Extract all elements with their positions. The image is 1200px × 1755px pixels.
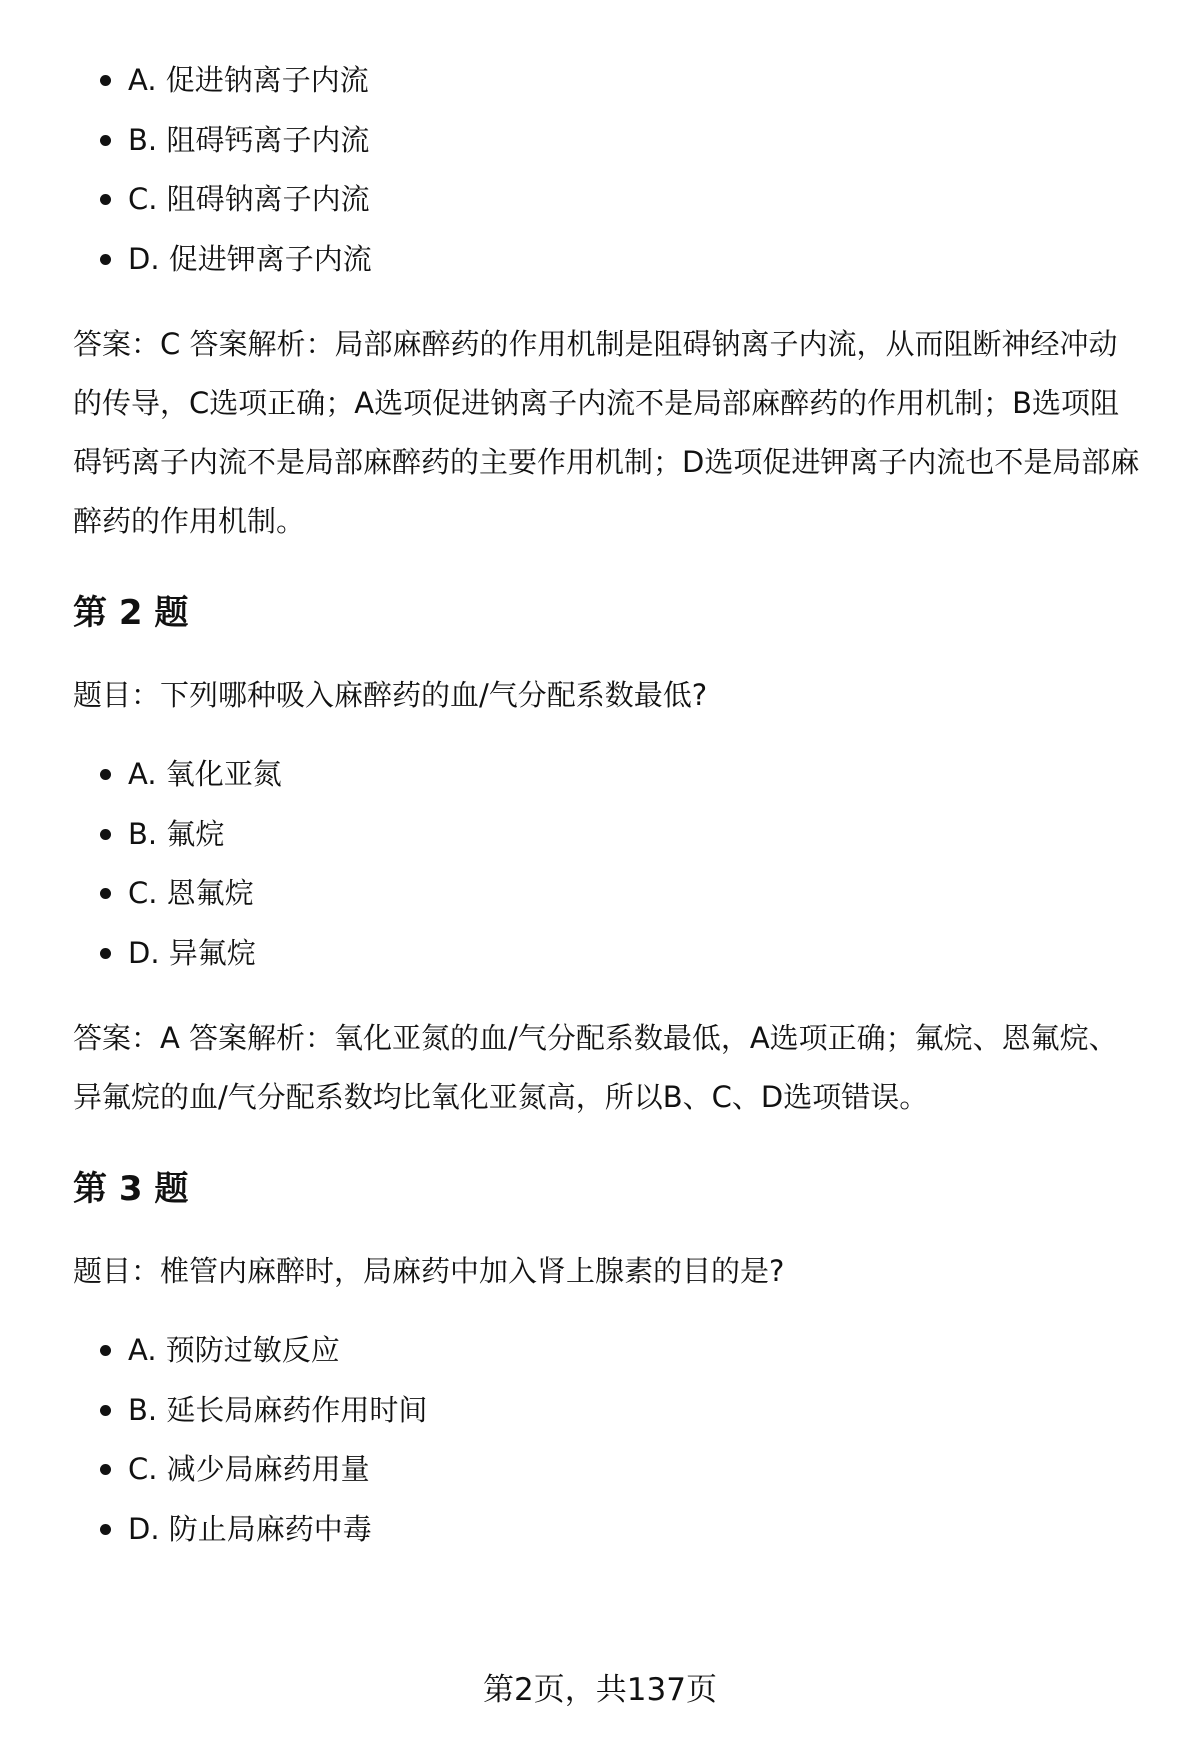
q3-option-d xyxy=(73,1511,1143,1574)
option-text: B. 阻碍钙离子内流 xyxy=(128,122,370,157)
q1-option-b xyxy=(73,122,1143,185)
q1-option-d xyxy=(73,241,1143,304)
option-text: C. 恩氟烷 xyxy=(128,876,254,910)
q3-options-list xyxy=(73,1335,1143,1573)
q3-option-c xyxy=(73,1454,1143,1514)
option-text: D. 防止局麻药中毒 xyxy=(128,1511,372,1546)
bullet-icon xyxy=(100,1464,111,1475)
option-text: A. 预防过敏反应 xyxy=(128,1333,340,1367)
q1-option-c xyxy=(73,184,1143,244)
q3-heading: 第 3 题 xyxy=(73,1169,189,1209)
bullet-icon xyxy=(100,1524,111,1535)
q2-question: 题目：下列哪种吸入麻醉药的血/气分配系数最低? xyxy=(73,678,708,712)
option-text: C. 阻碍钠离子内流 xyxy=(128,182,370,216)
bullet-icon xyxy=(100,1405,111,1416)
bullet-icon xyxy=(100,194,111,205)
option-text: B. 氟烷 xyxy=(128,816,225,851)
option-text: B. 延长局麻药作用时间 xyxy=(128,1392,428,1427)
q2-option-d xyxy=(73,935,1143,998)
q2-option-b xyxy=(73,816,1143,879)
q3-question: 题目：椎管内麻醉时，局麻药中加入肾上腺素的目的是? xyxy=(73,1254,785,1288)
q1-answer-explanation: 答案：C 答案解析：局部麻醉药的作用机制是阻碍钠离子内流，从而阻断神经冲动的传导，C选项正确；A选项促进钠离子内流不是局部麻醉药的作用机制；B选项阻碍钙离子内流不是局部麻醉药的主要作用机制；D选项促进钾离子内流也不是局部麻醉药的作用机制。 xyxy=(73,327,1140,538)
q3-option-b xyxy=(73,1392,1143,1455)
bullet-icon xyxy=(100,254,111,265)
q1-option-a xyxy=(73,65,1143,125)
q2-option-a xyxy=(73,759,1143,819)
bullet-icon xyxy=(100,829,111,840)
option-text: A. 促进钠离子内流 xyxy=(128,63,369,97)
bullet-icon xyxy=(100,769,111,780)
bullet-icon xyxy=(100,1345,111,1356)
page-number-footer: 第2页，共137页 xyxy=(483,1672,717,1708)
option-text: D. 异氟烷 xyxy=(128,935,256,970)
option-text: D. 促进钾离子内流 xyxy=(128,241,372,276)
bullet-icon xyxy=(100,135,111,146)
q1-options-list xyxy=(73,65,1143,303)
bullet-icon xyxy=(100,888,111,899)
option-text: A. 氧化亚氮 xyxy=(128,757,282,791)
q2-heading: 第 2 题 xyxy=(73,593,189,633)
bullet-icon xyxy=(100,948,111,959)
page-content xyxy=(73,62,1143,1573)
q2-options-list xyxy=(73,759,1143,997)
option-text: C. 减少局麻药用量 xyxy=(128,1452,370,1486)
q2-option-c xyxy=(73,878,1143,938)
bullet-icon xyxy=(100,75,111,86)
q2-answer-explanation: 答案：A 答案解析：氧化亚氮的血/气分配系数最低，A选项正确；氟烷、恩氟烷、异氟烷的血/气分配系数均比氧化亚氮高，所以B、C、D选项错误。 xyxy=(73,1021,1118,1114)
q3-option-a xyxy=(73,1335,1143,1395)
